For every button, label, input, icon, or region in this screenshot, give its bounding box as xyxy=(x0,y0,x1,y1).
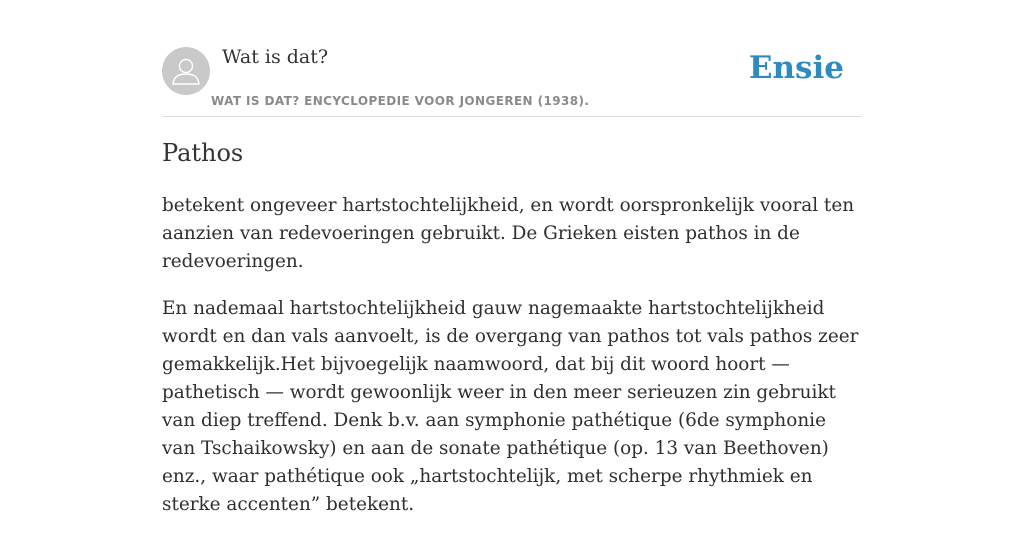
paragraph: betekent ongeveer hartstochtelijkheid, en wordt oorspronkelijk vooral ten aanzien van redevoeringen gebruikt. De Grieken eisten pathos in de redevoeringen. xyxy=(162,195,855,272)
source-subtitle: WAT IS DAT? ENCYCLOPEDIE VOOR JONGEREN (1938). xyxy=(211,94,590,108)
header xyxy=(162,44,862,117)
article-title: Pathos xyxy=(162,139,244,167)
article-body xyxy=(162,192,862,538)
source-title[interactable]: Wat is dat? xyxy=(222,46,329,68)
brand-logo[interactable]: Ensie xyxy=(748,50,844,86)
paragraph: En nademaal hartstochtelijkheid gauw nagemaakte hartstochtelijkheid wordt en dan vals aanvoelt, is de overgang van pathos tot vals pathos zeer gemakkelijk.Het bijvoegelijk naamwoord, dat bij dit woord hoort — pathetisch — wordt gewoonlijk weer in den meer serieuzen zin gebruikt van diep treffend. Denk b.v. aan symphonie pathétique (6de symphonie van Tschaikowsky) en aan de sonate pathétique (op. 13 van Beethoven) enz., waar pathétique ook „hartstochtelijk, met scherpe rhythmiek en sterke accenten” betekent. xyxy=(162,298,859,515)
user-icon xyxy=(162,47,210,95)
avatar[interactable] xyxy=(162,47,210,95)
